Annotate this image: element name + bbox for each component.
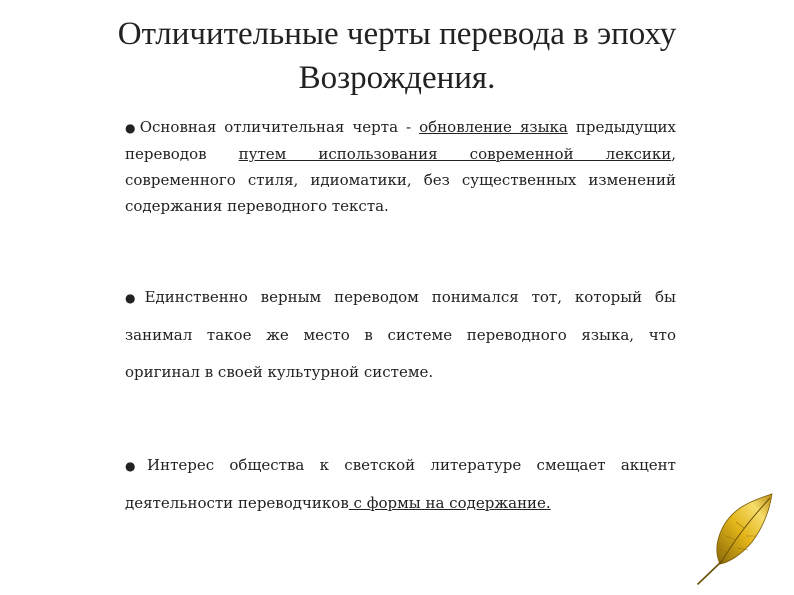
paragraph-1-underlined-b: путем использования современной лексики bbox=[238, 145, 672, 163]
bullet-paragraph-3 bbox=[125, 447, 676, 522]
golden-feather-icon bbox=[690, 492, 780, 587]
bullet-paragraph-1 bbox=[125, 114, 676, 219]
slide-title-line-2: Возрождения. bbox=[298, 60, 496, 96]
paragraph-2-text: Единственно верным переводом понимался тот, который бы занимал такое же место в системе переводного языка, что оригинал в своей культурной системе. bbox=[125, 288, 676, 381]
paragraph-1-text-c: , современного стиля, идиоматики, без существенных изменений содержания переводного текста. bbox=[125, 145, 677, 215]
paragraph-3-text: Интерес общества к светской литературе смещает акцент деятельности переводчиков bbox=[125, 456, 676, 512]
bullet-paragraph-2 bbox=[125, 279, 676, 391]
slide-title bbox=[0, 12, 794, 100]
slide-title-line-1: Отличительные черты перевода в эпоху bbox=[117, 16, 677, 52]
paragraph-1-text-b: предыдущих переводов bbox=[125, 118, 676, 163]
paragraph-1-text-a: Основная отличительная черта - bbox=[139, 118, 420, 136]
bullet-icon: ● bbox=[125, 291, 144, 305]
paragraph-1-underlined-a: обновление языка bbox=[419, 118, 568, 136]
bullet-icon: ● bbox=[125, 459, 146, 473]
bullet-icon: ● bbox=[125, 121, 139, 135]
paragraph-3-underlined: с формы на содержание. bbox=[348, 494, 551, 512]
